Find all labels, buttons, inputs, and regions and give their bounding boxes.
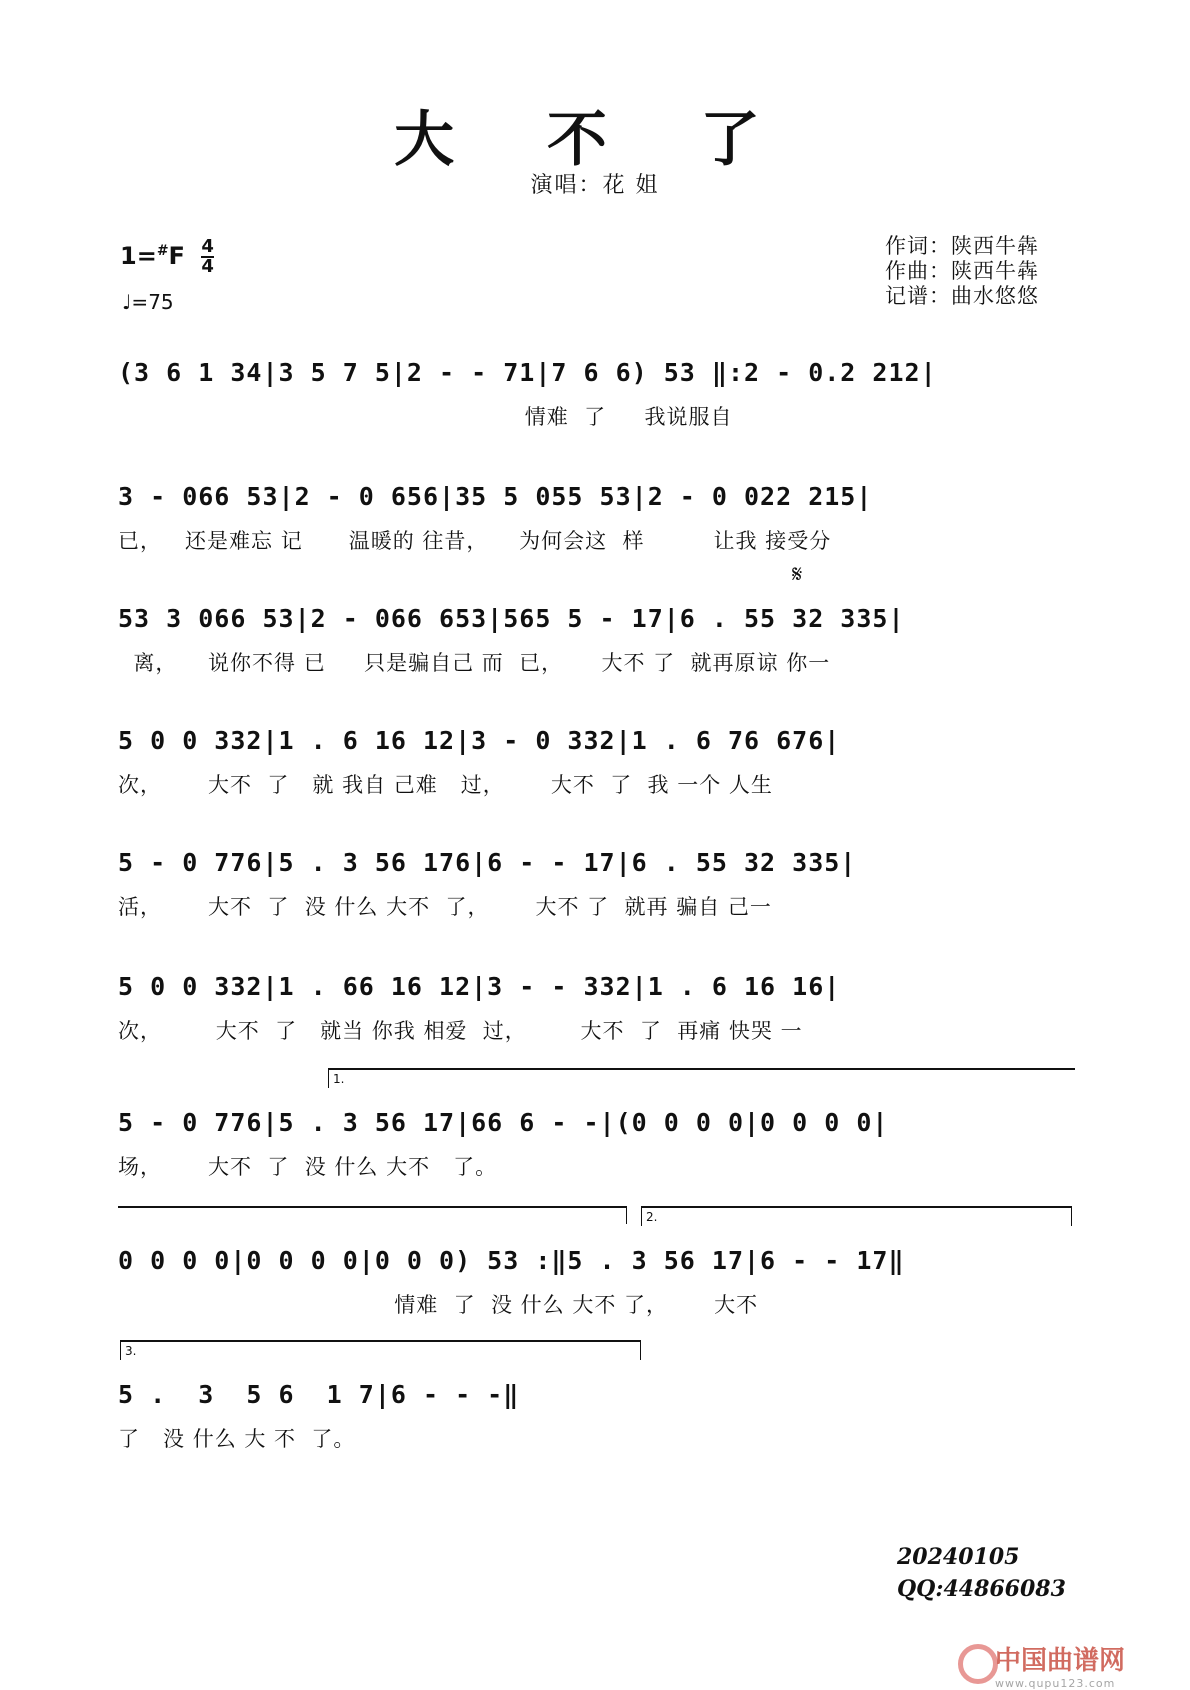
volta-bracket-1-continued (118, 1206, 627, 1224)
score-line-6 (118, 972, 1078, 1045)
score-line-1 (118, 358, 1078, 431)
lyricist: 作词：陕西牛犇 (885, 234, 1039, 258)
lyrics-line: 次， 大不 了 就当 你我 相爱 过， 大不 了 再痛 快哭 一 (118, 1019, 803, 1043)
lyrics-line: 离， 说你不得 已 只是骗自己 而 已， 大不 了 就再原谅 你一 (118, 651, 831, 675)
song-title: 大 不 了 (394, 105, 796, 175)
sharp-sign: # (156, 243, 169, 259)
key-note: F (168, 242, 185, 270)
notes-line: 5 - 0 776|5 . 3 56 17|66 6 - -|(0 0 0 0|0 0 0 0| (118, 1108, 889, 1137)
lyrics-line: 活， 大不 了 没 什么 大不 了， 大不 了 就再 骗自 己一 (118, 895, 772, 919)
score-line-2 (118, 482, 1078, 555)
segno-sign: 𝄋 (792, 560, 803, 588)
notes-line: (3 6 1 34|3 5 7 5|2 - - 71|7 6 6) 53 ‖:2 - 0.2 212| (118, 358, 937, 387)
watermark (995, 1640, 1125, 1690)
key-signature (120, 238, 214, 276)
notes-line: 5 0 0 332|1 . 66 16 12|3 - - 332|1 . 6 16 16| (118, 972, 841, 1001)
volta-bracket-1: 1. (328, 1068, 1075, 1088)
lyrics-line: 情难 了 我说服自 (118, 405, 733, 429)
volta-bracket-2: 2. (641, 1206, 1072, 1226)
footer-qq: QQ:44866083 (897, 1576, 1066, 1602)
watermark-url: www.qupu123.com (995, 1677, 1116, 1690)
lyrics-line: 场， 大不 了 没 什么 大不 了。 (118, 1155, 498, 1179)
score-line-4 (118, 726, 1078, 799)
notes-line: 0 0 0 0|0 0 0 0|0 0 0) 53 :‖5 . 3 56 17|6 - - 17‖ (118, 1246, 905, 1275)
lyrics-line: 已， 还是难忘 记 温暖的 往昔， 为何会这 样 让我 接受分 (118, 529, 832, 553)
watermark-logo-icon (958, 1644, 998, 1684)
score-line-7 (118, 1108, 1078, 1181)
score-line-3 (118, 604, 1078, 677)
time-signature (201, 238, 214, 276)
score-line-9 (118, 1380, 1078, 1453)
key-prefix: 1= (120, 242, 157, 270)
time-numerator: 4 (201, 236, 214, 257)
lyrics-line: 了 没 什么 大 不 了。 (118, 1427, 356, 1451)
lyrics-line: 次， 大不 了 就 我自 己难 过， 大不 了 我 一个 人生 (118, 773, 773, 797)
notes-line: 5 0 0 332|1 . 6 16 12|3 - 0 332|1 . 6 76 676| (118, 726, 841, 755)
transcriber: 记谱：曲水悠悠 (885, 284, 1039, 308)
singer-line: 演唱：花 姐 (530, 173, 660, 198)
notes-line: 5 - 0 776|5 . 3 56 176|6 - - 17|6 . 55 32 335| (118, 848, 857, 877)
notes-line: 53 3 066 53|2 - 066 653|565 5 - 17|6 . 55 32 335| (118, 604, 905, 633)
time-denominator: 4 (201, 256, 214, 277)
composer: 作曲：陕西牛犇 (885, 259, 1039, 283)
volta-bracket-3: 3. (120, 1340, 641, 1360)
credits (885, 234, 1039, 309)
lyrics-line: 情难 了 没 什么 大不 了， 大不 (118, 1293, 759, 1317)
score-line-8 (118, 1246, 1078, 1319)
tempo-mark: ♩=75 (122, 290, 174, 314)
notes-line: 5 . 3 5 6 1 7|6 - - -‖ (118, 1380, 520, 1409)
notes-line: 3 - 066 53|2 - 0 656|35 5 055 53|2 - 0 022 215| (118, 482, 873, 511)
score-line-5 (118, 848, 1078, 921)
watermark-brand: 中国曲谱网 (995, 1646, 1126, 1676)
footer-date: 20240105 (897, 1544, 1020, 1570)
